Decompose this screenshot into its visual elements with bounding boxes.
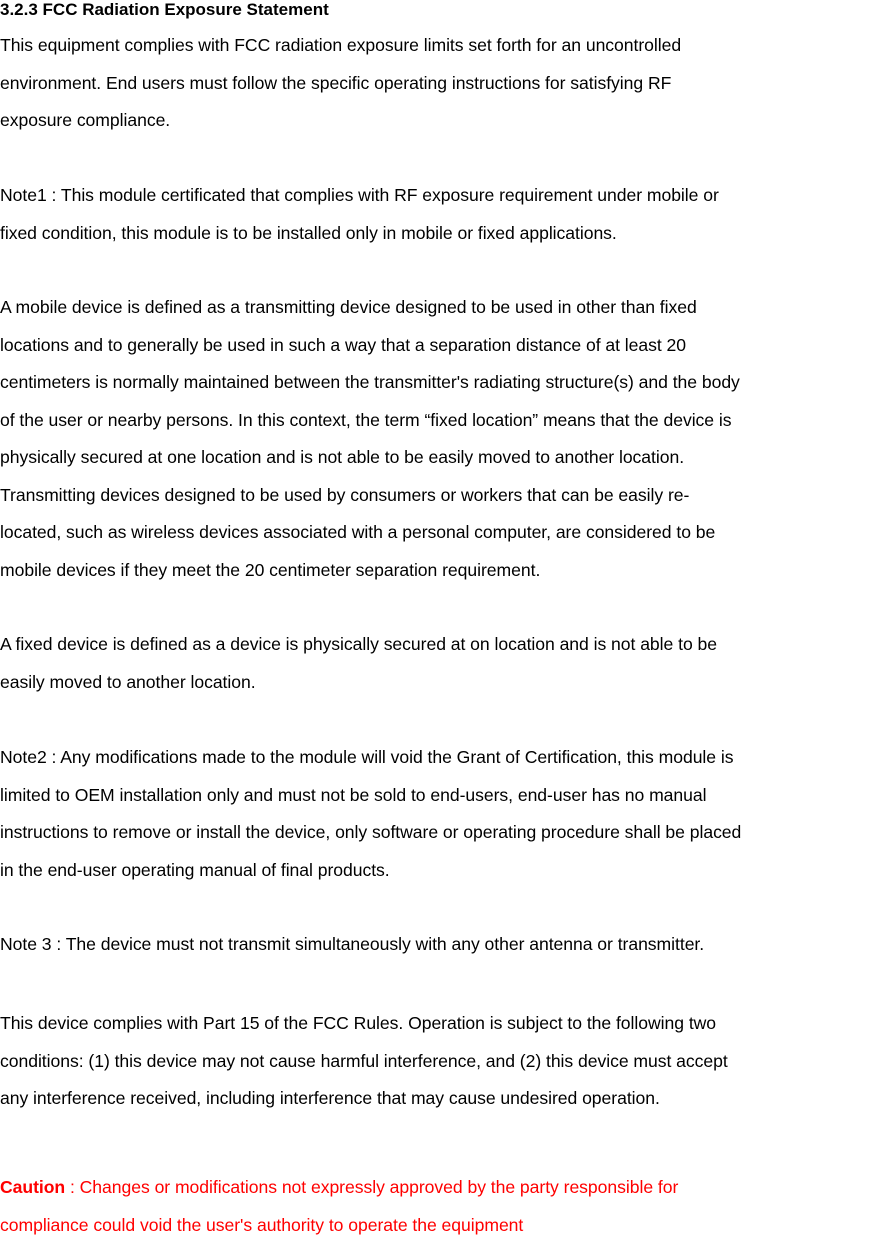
text-line: locations and to generally be used in such a way that a separation distance of at least 20 [0, 327, 882, 365]
text-line: physically secured at one location and is not able to be easily moved to another location. [0, 439, 882, 477]
text-line: This equipment complies with FCC radiation exposure limits set forth for an uncontrolled [0, 27, 882, 65]
mobile-device-paragraph [0, 289, 882, 589]
fixed-device-paragraph [0, 626, 882, 701]
text-line: easily moved to another location. [0, 664, 882, 702]
text-line: Note2 : Any modifications made to the module will void the Grant of Certification, this module is [0, 739, 882, 777]
caution-label: Caution [0, 1177, 65, 1197]
text-line: compliance could void the user's authority to operate the equipment [0, 1207, 882, 1244]
text-line: mobile devices if they meet the 20 centimeter separation requirement. [0, 552, 882, 590]
text-line [0, 1169, 882, 1207]
text-line: conditions: (1) this device may not cause harmful interference, and (2) this device must accept [0, 1043, 882, 1081]
text-line: located, such as wireless devices associated with a personal computer, are considered to be [0, 514, 882, 552]
note2-paragraph [0, 739, 882, 889]
text-line: of the user or nearby persons. In this context, the term “fixed location” means that the device is [0, 402, 882, 440]
text-line: A fixed device is defined as a device is physically secured at on location and is not able to be [0, 626, 882, 664]
text-line: in the end-user operating manual of final products. [0, 852, 882, 890]
text-line: Note 3 : The device must not transmit simultaneously with any other antenna or transmitter. [0, 926, 882, 964]
text-line: environment. End users must follow the specific operating instructions for satisfying RF [0, 65, 882, 103]
text-line: limited to OEM installation only and must not be sold to end-users, end-user has no manual [0, 777, 882, 815]
part15-paragraph [0, 1005, 882, 1118]
text-line: centimeters is normally maintained between the transmitter's radiating structure(s) and the body [0, 364, 882, 402]
text-line: This device complies with Part 15 of the FCC Rules. Operation is subject to the following two [0, 1005, 882, 1043]
note3-paragraph [0, 926, 882, 964]
text-line: A mobile device is defined as a transmitting device designed to be used in other than fixed [0, 289, 882, 327]
text-line: exposure compliance. [0, 102, 882, 140]
text-line: any interference received, including interference that may cause undesired operation. [0, 1080, 882, 1118]
text-line: fixed condition, this module is to be installed only in mobile or fixed applications. [0, 215, 882, 253]
text-line: instructions to remove or install the device, only software or operating procedure shall be placed [0, 814, 882, 852]
caution-text: : Changes or modifications not expressly approved by the party responsible for [65, 1177, 678, 1197]
text-line: Transmitting devices designed to be used by consumers or workers that can be easily re- [0, 477, 882, 515]
caution-paragraph [0, 1169, 882, 1244]
text-line: Note1 : This module certificated that complies with RF exposure requirement under mobile or [0, 177, 882, 215]
note1-paragraph [0, 177, 882, 252]
section-heading: 3.2.3 FCC Radiation Exposure Statement [0, 0, 329, 20]
intro-paragraph [0, 27, 882, 140]
